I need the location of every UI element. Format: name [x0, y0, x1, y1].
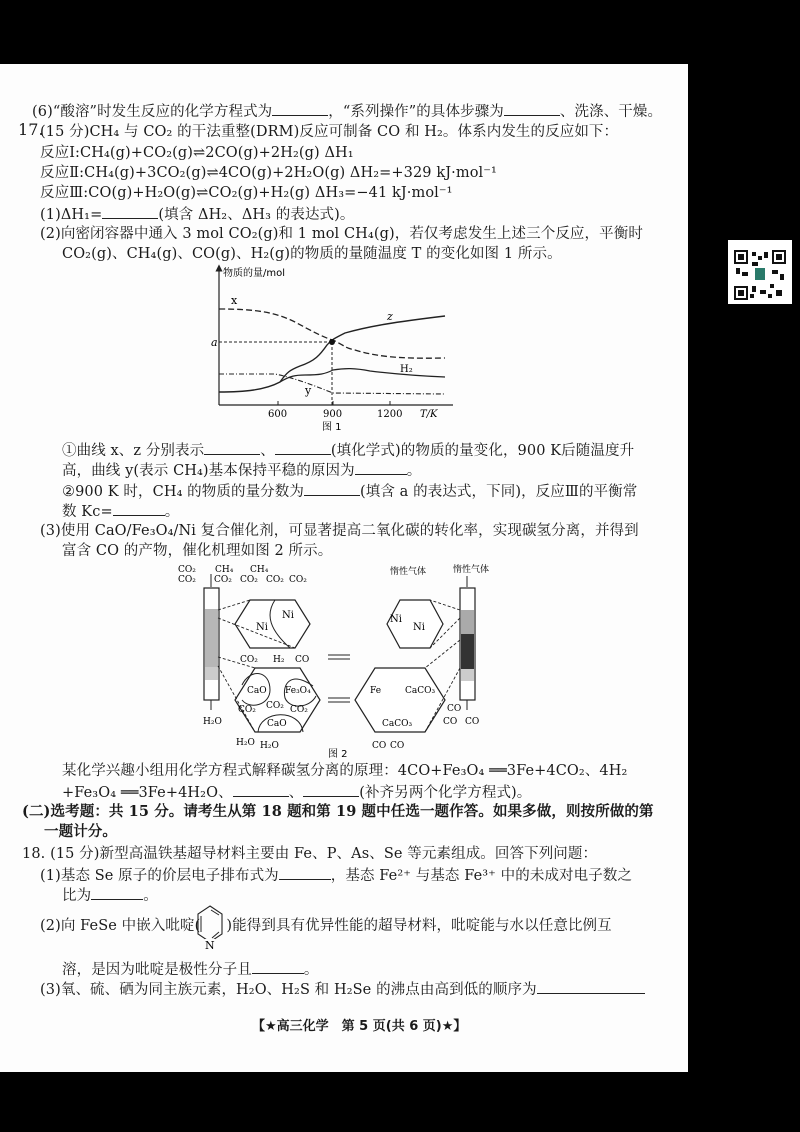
- x-tick-600: 600: [268, 409, 288, 420]
- pyridine-structure-icon: [194, 902, 226, 958]
- text: 。: [303, 962, 319, 978]
- reaction-3: 反应Ⅲ:CO(g)+H₂O(g)⇌CO₂(g)+H₂(g) ΔH₃=−41 kJ·mol⁻¹: [40, 185, 453, 201]
- label: CaCO₃: [382, 719, 413, 729]
- label: Ni: [282, 610, 294, 621]
- text: ①曲线 x、z 分别表示: [62, 443, 205, 459]
- q17-2-line1: (2)向密闭容器中通入 3 mol CO₂(g)和 1 mol CH₄(g)，若仅考虑发生上述三个反应，平衡时: [40, 226, 643, 242]
- label: CO₂: [214, 575, 232, 585]
- q17-3-line4: [62, 782, 531, 802]
- curve-y-label: y: [305, 384, 312, 397]
- text: (6)“酸溶”时发生反应的化学方程式为: [32, 104, 273, 120]
- q17-2-1-line2: [62, 460, 421, 480]
- label: H₂O: [203, 717, 222, 727]
- text: 。: [143, 888, 158, 904]
- label: CO: [372, 741, 387, 751]
- q17-intro: (15 分)CH₄ 与 CO₂ 的干法重整(DRM)反应可制备 CO 和 H₂。体系内发生的反应如下：: [40, 124, 619, 140]
- label: Fe: [370, 686, 382, 696]
- q18-2-line1: [40, 917, 612, 935]
- reaction-2: 反应Ⅱ:CH₄(g)+3CO₂(g)⇌4CO(g)+2H₂O(g) ΔH₂=+329 kJ·mol⁻¹: [40, 165, 497, 181]
- page-footer: 【★高三化学 第 5 页(共 6 页)★】: [252, 1019, 467, 1034]
- text: (3)氧、硫、硒为同主族元素，H₂O、H₂S 和 H₂Se 的沸点由高到低的顺序为: [40, 982, 537, 998]
- x-tick-1200: 1200: [377, 409, 403, 420]
- label: CO: [447, 704, 462, 714]
- answer-blank: [304, 481, 360, 496]
- answer-blank: [303, 782, 359, 797]
- figure-2-caption: 图 2: [328, 749, 348, 760]
- text: 。: [406, 463, 422, 479]
- text: 、: [260, 443, 275, 459]
- q17-number: 17.: [18, 120, 44, 139]
- figure-2-diagram: [170, 560, 500, 760]
- curve-z-label: z: [387, 310, 393, 323]
- answer-blank: [91, 885, 143, 900]
- label: CaO: [267, 719, 287, 729]
- answer-blank: [537, 979, 645, 994]
- answer-blank: [504, 101, 560, 116]
- y-axis-label: 物质的量/mol: [223, 268, 286, 279]
- text: +Fe₃O₄ ══3Fe+4H₂O、: [62, 785, 233, 801]
- qr-code-icon: [728, 240, 792, 304]
- q17-1: [40, 204, 355, 224]
- text: ，“系列操作”的具体步骤为: [328, 104, 504, 120]
- text: (填含 a 的表达式，下同)，反应Ⅲ的平衡常: [360, 484, 638, 500]
- label: Ni: [256, 622, 268, 633]
- label: CH₄: [215, 565, 234, 575]
- curve-x-label: x: [231, 294, 238, 307]
- exam-page: [0, 64, 688, 1072]
- text: (2)向 FeSe 中嵌入吡啶(: [40, 918, 201, 934]
- label: CO₂: [289, 575, 307, 585]
- label: CaCO₃: [405, 686, 436, 696]
- text: 溶，是因为吡啶是极性分子且: [62, 962, 252, 978]
- x-tick-900: 900: [323, 409, 343, 420]
- q18-3: [40, 979, 645, 999]
- q17-2-line2: CO₂(g)、CH₄(g)、CO(g)、H₂(g)的物质的量随温度 T 的变化如图 1 所示。: [62, 246, 562, 262]
- text: ，基态 Fe²⁺ 与基态 Fe³⁺ 中的未成对电子数之: [330, 868, 633, 884]
- text: )能得到具有优异性能的超导材料，吡啶能与水以任意比例互: [226, 918, 612, 934]
- text: 、洗涤、干燥。: [559, 104, 663, 120]
- label: Ni: [413, 622, 425, 633]
- figure-1-chart: [195, 260, 465, 435]
- q16-6-line: [32, 101, 662, 121]
- svg-text:N: N: [205, 939, 215, 952]
- text: 比为: [62, 888, 92, 904]
- q17-2-2-line2: [62, 501, 179, 521]
- text: (1)基态 Se 原子的价层电子排布式为: [40, 868, 279, 884]
- q18-1-line2: [62, 885, 158, 905]
- text: 高，曲线 y(表示 CH₄)基本保持平稳的原因为: [62, 463, 355, 479]
- label: CO₂: [240, 575, 258, 585]
- label: Ni: [390, 614, 402, 625]
- text: 。: [164, 504, 180, 520]
- text: (1)ΔH₁=: [40, 207, 103, 223]
- label: Fe₃O₄: [285, 686, 311, 696]
- answer-blank: [275, 440, 331, 455]
- label: CH₄: [250, 565, 269, 575]
- curve-h2-label: H₂: [400, 364, 413, 375]
- q17-2-2-line1: [62, 481, 637, 501]
- x-axis-label: T/K: [420, 409, 438, 420]
- label: 惰性气体: [390, 567, 427, 577]
- label: CO: [465, 717, 480, 727]
- q17-3-line1: (3)使用 CaO/Fe₃O₄/Ni 复合催化剂，可显著提高二氧化碳的转化率，实现碳氢分离，并得到: [40, 523, 639, 539]
- label: CO: [390, 741, 405, 751]
- label: CO₂: [238, 705, 256, 715]
- q17-3-line3: 某化学兴趣小组用化学方程式解释碳氢分离的原理：4CO+Fe₃O₄ ══3Fe+4CO₂、4H₂: [62, 763, 628, 779]
- q17-3-line2: 富含 CO 的产物，催化机理如图 2 所示。: [62, 543, 333, 559]
- label: CO₂: [290, 705, 308, 715]
- answer-blank: [272, 101, 328, 116]
- answer-blank: [113, 501, 165, 516]
- label: CO₂: [266, 575, 284, 585]
- label: CO₂: [240, 655, 258, 665]
- label: CO₂: [178, 565, 196, 575]
- q18-intro: 18. (15 分)新型高温铁基超导材料主要由 Fe、P、As、Se 等元素组成。回答下列问题：: [22, 846, 598, 862]
- q18-2-line2: [62, 959, 318, 979]
- text: ②900 K 时，CH₄ 的物质的量分数为: [62, 484, 304, 500]
- label: CO: [295, 655, 310, 665]
- answer-blank: [279, 865, 331, 880]
- label: CO₂: [266, 701, 284, 711]
- text: 、: [288, 785, 304, 801]
- answer-blank: [252, 959, 304, 974]
- qr-code[interactable]: [728, 240, 792, 304]
- text: 数 Kc=: [62, 504, 113, 520]
- q17-2-1-line1: [62, 440, 634, 460]
- answer-blank: [355, 460, 407, 475]
- label: CO₂: [178, 575, 196, 585]
- text: (填化学式)的物质的量变化，900 K后随温度升: [330, 443, 635, 459]
- label: CaO: [247, 686, 267, 696]
- answer-blank: [102, 204, 158, 219]
- text: (补齐另两个化学方程式)。: [359, 785, 532, 801]
- label: H₂O: [236, 738, 255, 748]
- label: H₂O: [260, 741, 279, 751]
- label: CO: [443, 717, 458, 727]
- section-2-heading: (二)选考题：共 15 分。请考生从第 18 题和第 19 题中任选一题作答。如果多做，则按所做的第: [22, 803, 654, 820]
- text: (填含 ΔH₂、ΔH₃ 的表达式)。: [158, 207, 355, 223]
- answer-blank: [204, 440, 260, 455]
- y-tick-a: a: [211, 336, 218, 349]
- reaction-1: 反应Ⅰ:CH₄(g)+CO₂(g)⇌2CO(g)+2H₂(g) ΔH₁: [40, 145, 354, 161]
- q18-1-line1: [40, 865, 632, 885]
- answer-blank: [233, 782, 289, 797]
- label: H₂: [273, 655, 285, 665]
- figure-1-caption: 图 1: [322, 422, 342, 433]
- label: 惰性气体: [453, 565, 490, 575]
- section-2-heading-cont: 一题计分。: [44, 823, 117, 840]
